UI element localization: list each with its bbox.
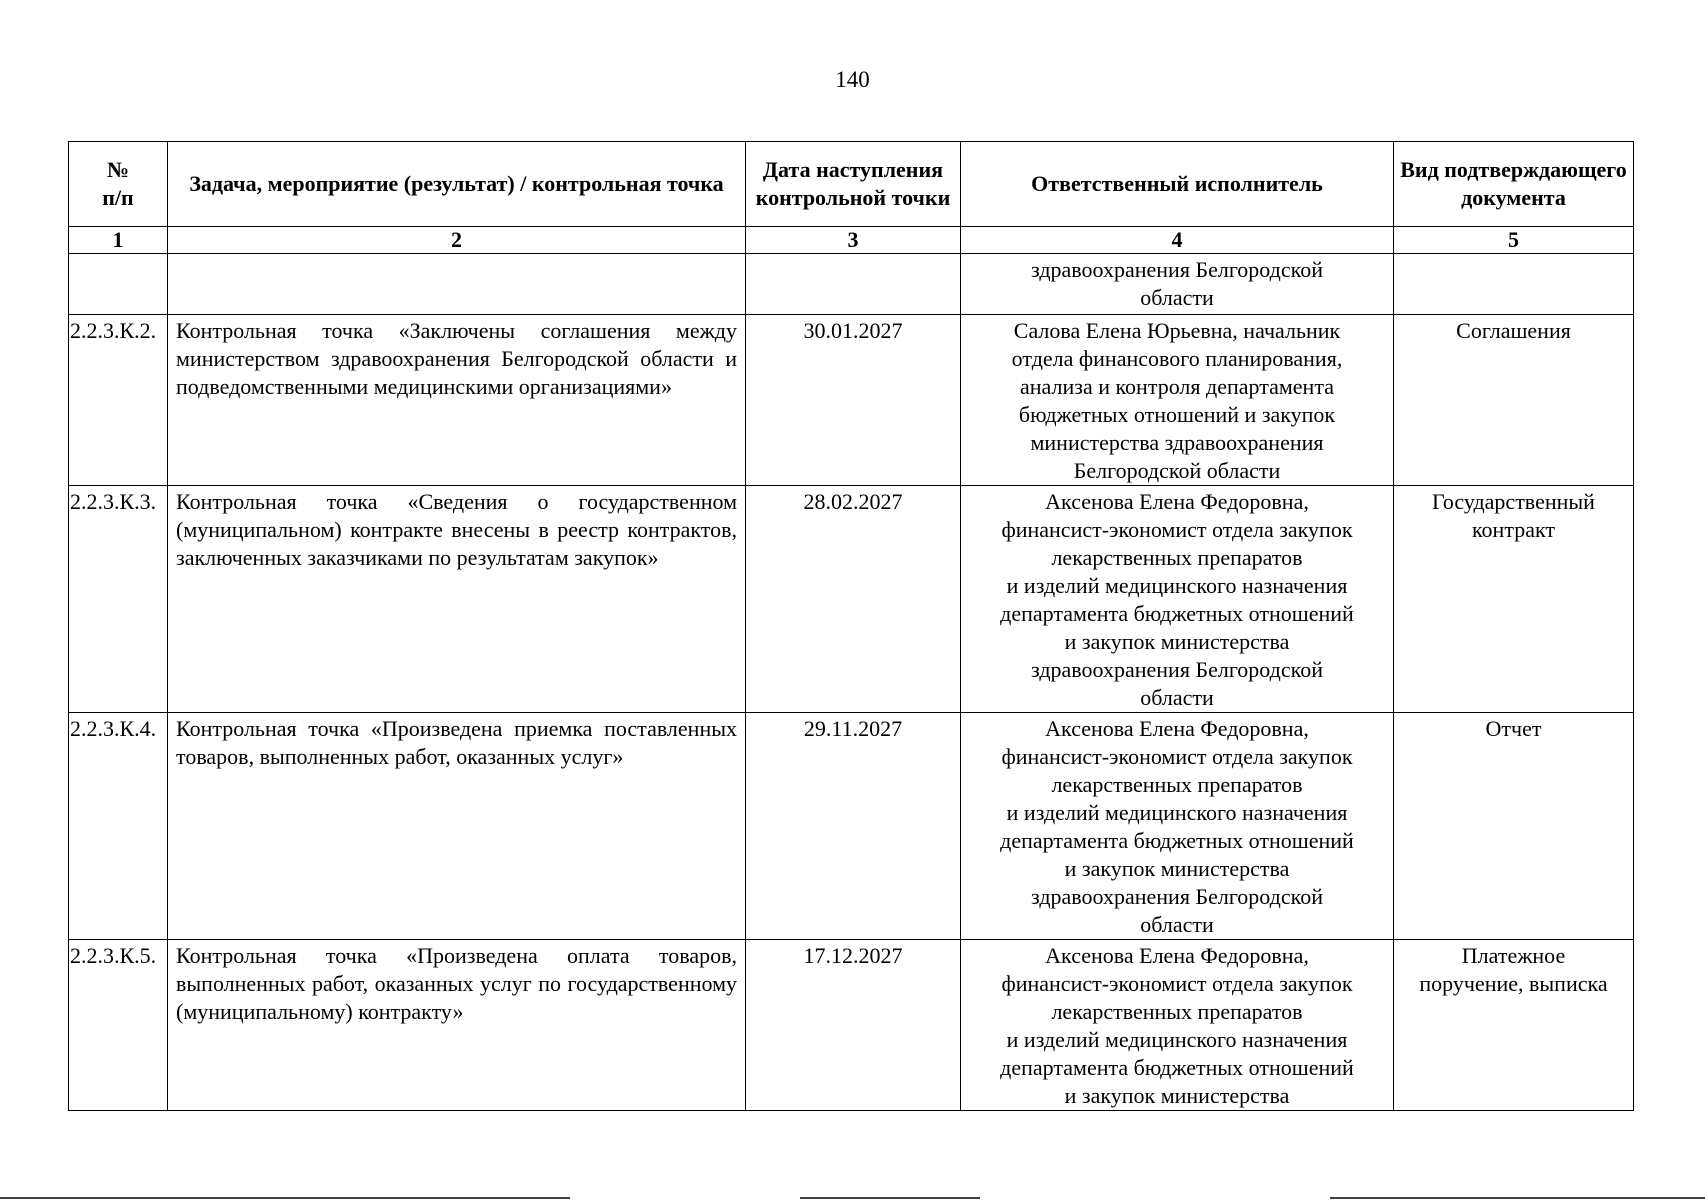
row-responsible: здравоохранения Белгородской области: [961, 254, 1394, 315]
column-number: 1: [69, 227, 168, 254]
row-date: 30.01.2027: [746, 315, 961, 486]
column-number: 2: [168, 227, 746, 254]
row-date: [746, 254, 961, 315]
header-date: Дата наступления контрольной точки: [746, 142, 961, 227]
header-task: Задача, мероприятие (результат) / контрольная точка: [168, 142, 746, 227]
row-date: 17.12.2027: [746, 940, 961, 1111]
header-responsible: Ответственный исполнитель: [961, 142, 1394, 227]
row-document: Отчет: [1394, 713, 1634, 940]
column-number-row: [69, 227, 1634, 254]
row-task: Контрольная точка «Произведена приемка поставленных товаров, выполненных работ, оказанных услуг»: [168, 713, 746, 940]
row-number: 2.2.3.К.3.: [69, 486, 168, 713]
row-responsible: Аксенова Елена Федоровна, финансист-экономист отдела закупок лекарственных препаратов и изделий медицинского назначения департамента бюджетных отношений и закупок министерства здравоохранения Белгородской области: [961, 486, 1394, 713]
row-responsible: Аксенова Елена Федоровна, финансист-экономист отдела закупок лекарственных препаратов и изделий медицинского назначения департамента бюджетных отношений и закупок министерства здравоохранения Белгородской области: [961, 713, 1394, 940]
row-document: [1394, 254, 1634, 315]
row-number: 2.2.3.К.2.: [69, 315, 168, 486]
header-row: [69, 142, 1634, 227]
control-points-table: [68, 141, 1634, 1111]
row-task: Контрольная точка «Сведения о государственном (муниципальном) контракте внесены в реестр контрактов, заключенных заказчиками по результатам закупок»: [168, 486, 746, 713]
header-num: № п/п: [69, 142, 168, 227]
row-responsible: Аксенова Елена Федоровна, финансист-экономист отдела закупок лекарственных препаратов и изделий медицинского назначения департамента бюджетных отношений и закупок министерства: [961, 940, 1394, 1111]
row-document: Соглашения: [1394, 315, 1634, 486]
row-task: [168, 254, 746, 315]
header-document: Вид подтверждающего документа: [1394, 142, 1634, 227]
row-document: Платежное поручение, выписка: [1394, 940, 1634, 1111]
column-number: 5: [1394, 227, 1634, 254]
column-number: 4: [961, 227, 1394, 254]
row-number: [69, 254, 168, 315]
row-number: 2.2.3.К.4.: [69, 713, 168, 940]
column-number: 3: [746, 227, 961, 254]
row-task: Контрольная точка «Заключены соглашения между министерством здравоохранения Белгородской области и подведомственными медицинскими организациями»: [168, 315, 746, 486]
table-row: [69, 254, 1634, 315]
row-number: 2.2.3.К.5.: [69, 940, 168, 1111]
row-document: Государственный контракт: [1394, 486, 1634, 713]
table-row: [69, 315, 1634, 486]
row-task: Контрольная точка «Произведена оплата товаров, выполненных работ, оказанных услуг по государственному (муниципальному) контракту»: [168, 940, 746, 1111]
table-row: [69, 713, 1634, 940]
row-date: 28.02.2027: [746, 486, 961, 713]
row-date: 29.11.2027: [746, 713, 961, 940]
scan-edge-marks: [0, 1196, 1705, 1200]
page-number: 140: [835, 67, 870, 92]
row-responsible: Салова Елена Юрьевна, начальник отдела финансового планирования, анализа и контроля департамента бюджетных отношений и закупок министерства здравоохранения Белгородской области: [961, 315, 1394, 486]
table-row: [69, 940, 1634, 1111]
table-row: [69, 486, 1634, 713]
